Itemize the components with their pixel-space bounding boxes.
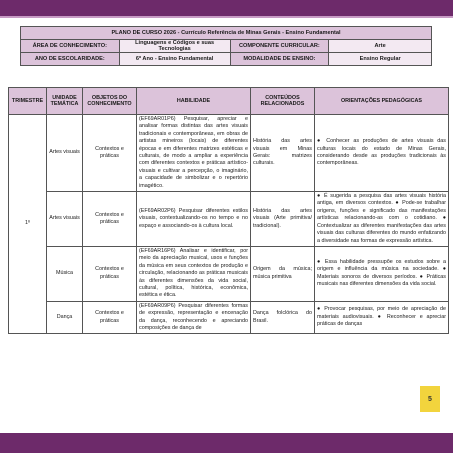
unidade-cell: Artes visuais	[47, 115, 83, 192]
modality-value: Ensino Regular	[329, 53, 432, 66]
year-value: 6º Ano - Ensino Fundamental	[119, 53, 230, 66]
table-row	[9, 115, 449, 192]
course-header-table	[20, 26, 432, 66]
table-header-row	[9, 88, 449, 115]
orientacoes-cell: ● Conhecer as produções de artes visuais das culturas locais do estado de Minas Gerais, considerando desde as produções tradicionais às contemporâneas.	[315, 115, 449, 192]
component-label: COMPONENTE CURRICULAR:	[230, 40, 329, 53]
area-label: ÁREA DE CONHECIMENTO:	[21, 40, 120, 53]
col-orientacoes: ORIENTAÇÕES PEDAGÓGICAS	[315, 88, 449, 115]
conteudos-cell: História das artes visuais (Arte primitiva/ tradicional).	[251, 192, 315, 247]
unidade-cell: Dança	[47, 301, 83, 334]
col-habilidade: HABILIDADE	[137, 88, 251, 115]
conteudos-cell: Origem da música; música primitiva	[251, 246, 315, 301]
page-number: 5	[420, 386, 440, 412]
habilidade-cell: (EF69AR09P6) Pesquisar diferentes formas de expressão, representação e encenação da dança, reconhecendo e apreciando composições de dança de	[137, 301, 251, 334]
unidade-cell: Música	[47, 246, 83, 301]
curriculum-table	[8, 87, 449, 334]
trimestre-cell: 1º	[9, 115, 47, 334]
objetos-cell: Contextos e práticas	[83, 192, 137, 247]
component-value: Arte	[329, 40, 432, 53]
top-banner	[0, 0, 453, 16]
orientacoes-cell: ● Essa habilidade pressupõe os estudos sobre a origem e influência da música na sociedade. ● Materiais sonoros de diversos períodos. ● Práticas musicais nas diferentes dimensões da vida social.	[315, 246, 449, 301]
top-banner-line	[0, 16, 453, 18]
orientacoes-cell: ● Provocar pesquisas, por meio de apreciação de materiais audiovisuais. ● Reconhecer e apreciar práticas de danças	[315, 301, 449, 334]
table-row	[9, 246, 449, 301]
objetos-cell: Contextos e práticas	[83, 301, 137, 334]
year-label: ANO DE ESCOLARIDADE:	[21, 53, 120, 66]
orientacoes-cell: ● É sugerida a pesquisa das artes visuais história antiga, em diversos contextos. ● Pode-se trabalhar origens, funções e significado das manifestações artísticas relacionando-as com o cotidiano. ● Contextualizar as diferentes manifestações das artes visuais das culturas diferentes do mundo enfatizando a diversidade nas formas de expressão artística.	[315, 192, 449, 247]
col-objetos: OBJETOS DO CONHECIMENTO	[83, 88, 137, 115]
col-trimestre: TRIMESTRE	[9, 88, 47, 115]
col-unidade: UNIDADE TEMÁTICA	[47, 88, 83, 115]
objetos-cell: Contextos e práticas	[83, 246, 137, 301]
table-row	[9, 301, 449, 334]
conteudos-cell: História das artes visuais em Minas Gerais: matrizes culturais.	[251, 115, 315, 192]
unidade-cell: Artes visuais	[47, 192, 83, 247]
plan-title: PLANO DE CURSO 2026 - Currículo Referência de Minas Gerais - Ensino Fundamental	[21, 27, 432, 40]
objetos-cell: Contextos e práticas	[83, 115, 137, 192]
table-row	[9, 192, 449, 247]
conteudos-cell: Dança folclórica do Brasil.	[251, 301, 315, 334]
habilidade-cell: (EF69AR02P6) Pesquisar diferentes estilos visuais, contextualizando-os no tempo e no espaço e associando-os à cultura local.	[137, 192, 251, 247]
col-conteudos: CONTEÚDOS RELACIONADOS	[251, 88, 315, 115]
modality-label: MODALIDADE DE ENSINO:	[230, 53, 329, 66]
area-value: Linguagens e Códigos e suas Tecnologias	[119, 40, 230, 53]
habilidade-cell: (EF69AR01P6) Pesquisar, apreciar e analisar formas distintas das artes visuais tradicionais e contemporâneas, em obras de artistas mineiros (locais) de diferentes épocas e em diferentes matrizes estéticas e culturais, de modo a ampliar a experiência com diferentes contextos e práticas artístico-visuais e cultivar a percepção, o imaginário, a capacidade de simbolizar e o repertório imagético.	[137, 115, 251, 192]
habilidade-cell: (EF69AR16P6) Analisar e identificar, por meio da apreciação musical, usos e funções da música em seus contextos de produção e circulação, relacionando as práticas musicais às diferentes dimensões da vida social, cultural, política, histórica, econômica, estética e ética.	[137, 246, 251, 301]
bottom-banner	[0, 433, 453, 453]
